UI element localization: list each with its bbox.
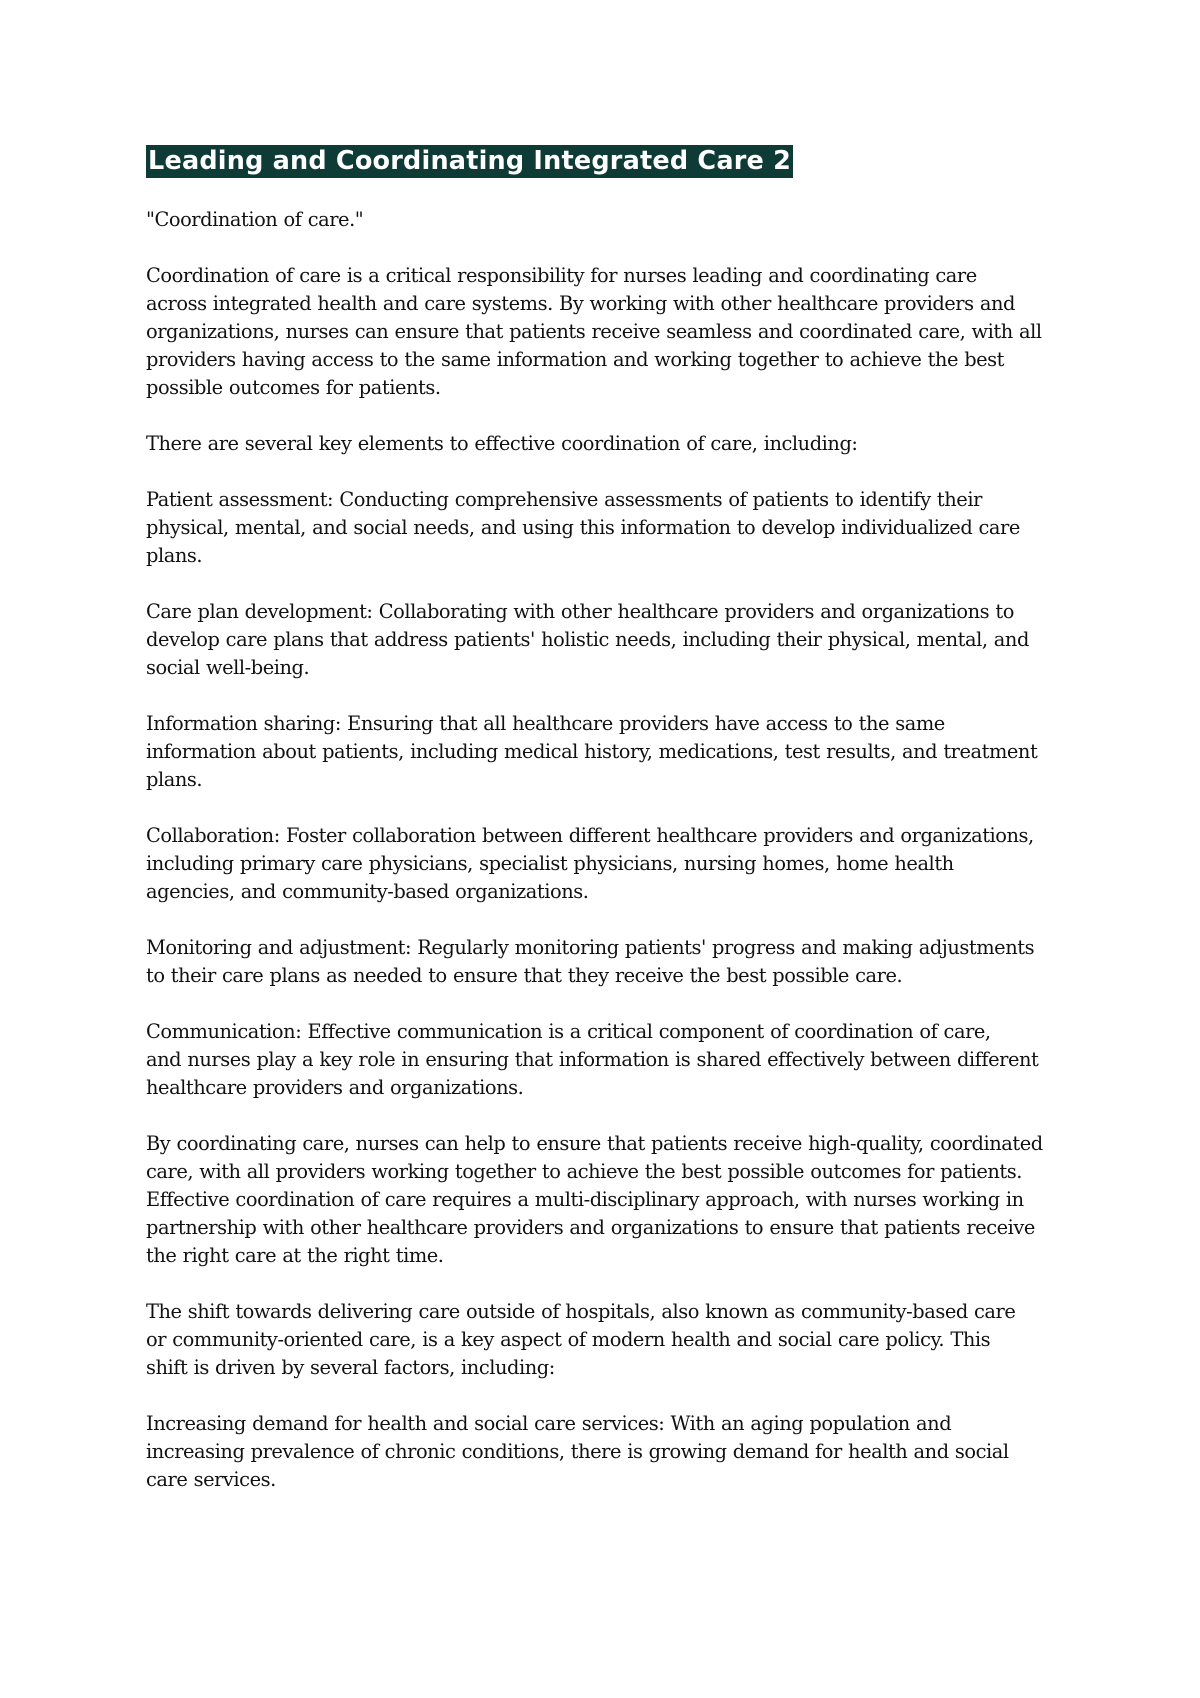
paragraph-information-sharing: Information sharing: Ensuring that all healthcare providers have access to the same information about patients, including medical history, medications, test results, and treatment plans. <box>146 712 1038 791</box>
paragraph-patient-assessment: Patient assessment: Conducting comprehensive assessments of patients to identify their physical, mental, and social needs, and using this information to develop individualized care plans. <box>146 488 1020 567</box>
section-quote: "Coordination of care." <box>146 208 364 231</box>
paragraph-coordinating-care-summary: By coordinating care, nurses can help to ensure that patients receive high-quality, coordinated care, with all providers working together to achieve the best possible outcomes for patients. Effective coordination of care requires a multi-disciplinary approach, with nurses working in partnership with other healthcare providers and organizations to ensure that patients receive the right care at the right time. <box>146 1132 1043 1267</box>
paragraph-key-elements-intro: There are several key elements to effective coordination of care, including: <box>146 432 858 455</box>
paragraph-increasing-demand: Increasing demand for health and social care services: With an aging population and increasing prevalence of chronic conditions, there is growing demand for health and social care services. <box>146 1412 1009 1491</box>
document-body <box>146 145 1066 1494</box>
paragraph-communication: Communication: Effective communication is a critical component of coordination of care, and nurses play a key role in ensuring that information is shared effectively between different healthcare providers and organizations. <box>146 1020 1039 1099</box>
paragraph-coordination-intro: Coordination of care is a critical responsibility for nurses leading and coordinating care across integrated health and care systems. By working with other healthcare providers and organizations, nurses can ensure that patients receive seamless and coordinated care, with all providers having access to the same information and working together to achieve the best possible outcomes for patients. <box>146 264 1042 399</box>
paragraph-community-care-shift: The shift towards delivering care outside of hospitals, also known as community-based care or community-oriented care, is a key aspect of modern health and social care policy. This shift is driven by several factors, including: <box>146 1300 1016 1379</box>
paragraph-monitoring-adjustment: Monitoring and adjustment: Regularly monitoring patients' progress and making adjustments to their care plans as needed to ensure that they receive the best possible care. <box>146 936 1035 987</box>
paragraph-care-plan-development: Care plan development: Collaborating with other healthcare providers and organizations to develop care plans that address patients' holistic needs, including their physical, mental, and social well-being. <box>146 600 1029 679</box>
paragraph-collaboration: Collaboration: Foster collaboration between different healthcare providers and organizations, including primary care physicians, specialist physicians, nursing homes, home health agencies, and community-based organizations. <box>146 824 1034 903</box>
document-title: Leading and Coordinating Integrated Care 2 <box>148 146 792 176</box>
